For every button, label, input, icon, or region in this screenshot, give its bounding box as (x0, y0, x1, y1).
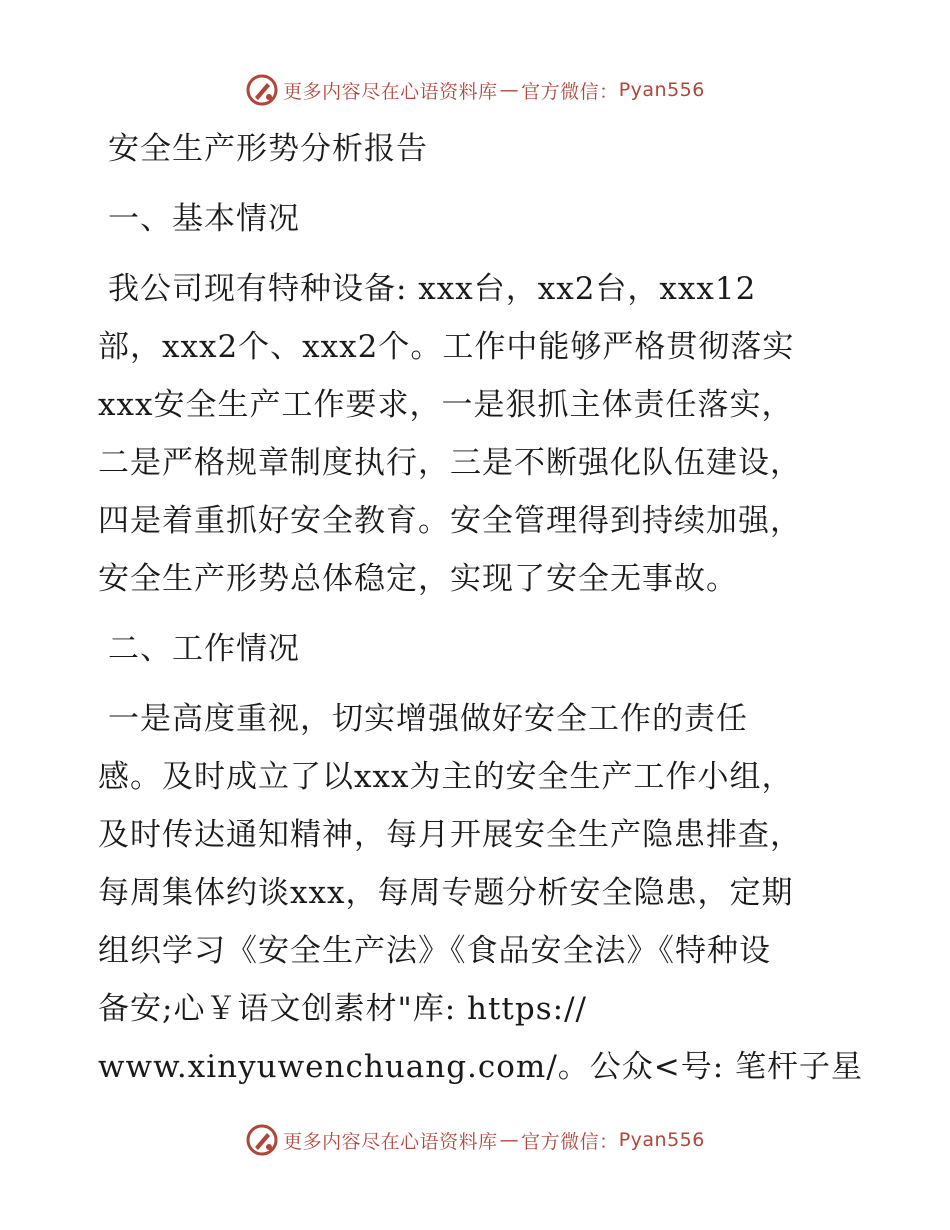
banner-dash: — (499, 1129, 520, 1151)
banner-wechat-label: 官方微信： (521, 80, 619, 103)
banner-text: 更多内容尽在心语资料库 (283, 80, 498, 103)
paragraph-line: 部，xxx2个、xxx2个。工作中能够严格贯彻落实 (98, 329, 795, 365)
paragraph-line: 我公司现有特种设备: xxx台，xx2台，xxx12 (108, 271, 757, 307)
paragraph-line: 及时传达通知精神，每月开展安全生产隐患排查， (98, 817, 802, 853)
banner-dash: — (499, 79, 520, 101)
document-body (98, 120, 864, 1096)
banner-wechat-id: Pyan556 (618, 79, 705, 101)
paragraph-line: 备安;心￥语文创素材"库: https:// (98, 991, 587, 1027)
banner-wechat-label: 官方微信： (521, 1130, 619, 1153)
pen-logo-icon (245, 1123, 279, 1157)
banner-text: 更多内容尽在心语资料库 (283, 1130, 498, 1153)
paragraph-line: 一是高度重视，切实增强做好安全工作的责任 (108, 701, 748, 737)
paragraph-line: 四是着重抓好安全教育。安全管理得到持续加强， (98, 503, 802, 539)
watermark-banner-top (0, 70, 950, 110)
paragraph-line: 每周集体约谈xxx，每周专题分析安全隐患，定期 (98, 875, 794, 911)
watermark-banner-bottom (0, 1120, 950, 1160)
paragraph-line: 组织学习《安全生产法》《食品安全法》《特种设 (98, 933, 771, 969)
pen-logo-icon (245, 73, 279, 107)
paragraph-line: 二是严格规章制度执行，三是不断强化队伍建设， (98, 445, 802, 481)
paragraph-line: 安全生产形势总体稳定，实现了安全无事故。 (98, 561, 738, 597)
paragraph-line: 感。及时成立了以xxx为主的安全生产工作小组， (98, 759, 794, 795)
paragraph-line: www.xinyuwenchuang.com/。公众<号: 笔杆子星 (98, 1049, 864, 1085)
paragraph-line: xxx安全生产工作要求，一是狠抓主体责任落实， (98, 387, 794, 423)
banner-wechat-id: Pyan556 (618, 1129, 705, 1151)
section-heading-work: 二、工作情况 (108, 631, 300, 667)
section-heading-basic: 一、基本情况 (108, 201, 300, 237)
document-title: 安全生产形势分析报告 (108, 131, 428, 167)
